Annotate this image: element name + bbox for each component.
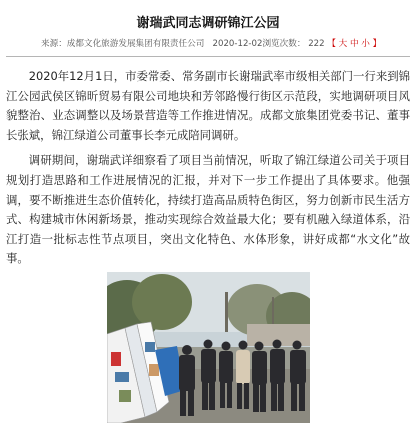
title-divider bbox=[6, 56, 410, 57]
view-count: 222 bbox=[308, 39, 325, 49]
article-photo bbox=[107, 272, 310, 423]
article-page bbox=[0, 12, 416, 423]
source-label: 来源： bbox=[41, 39, 67, 49]
photo-illustration bbox=[107, 272, 310, 423]
article-title: 谢瑞武同志调研锦江公园 bbox=[136, 16, 280, 31]
views-label: 浏览次数： bbox=[262, 39, 306, 49]
article-paragraph-2: 调研期间，谢瑞武详细察看了项目当前情况，听取了锦江绿道公司关于项目规划打造思路和工作进展情况的汇报，并对下一步工作提出了具体要求。他强调，要不断推进生态价值转化，持续打造高品质特色街区，努力创新市民生活方式、构建城市休闲新场景，推动实现综合效益最大化；要有机融入绿道体系，沿江打造一批标志性节点项目，突出文化特色、水体形象，讲好成都“水文化”故事。 bbox=[6, 153, 410, 266]
article-meta bbox=[6, 34, 410, 54]
source-name: 成都文化旅游发展集团有限责任公司 bbox=[66, 39, 205, 49]
article-paragraph-1: 2020年12月1日，市委常委、常务副市长谢瑞武率市级相关部门一行来到锦江公园武侯区锦昕贸易有限公司地块和芳邻路慢行街区示范段，实地调研项目风貌整治、业态调整以及场景营造等工作推进情况。成都文旅集团党委书记、董事长张斌，锦江绿道公司董事长李元成陪同调研。 bbox=[6, 69, 410, 142]
publish-date: 2020-12-02 bbox=[212, 39, 263, 49]
font-size-control[interactable]: 【 大 中 小 】 bbox=[327, 39, 382, 49]
